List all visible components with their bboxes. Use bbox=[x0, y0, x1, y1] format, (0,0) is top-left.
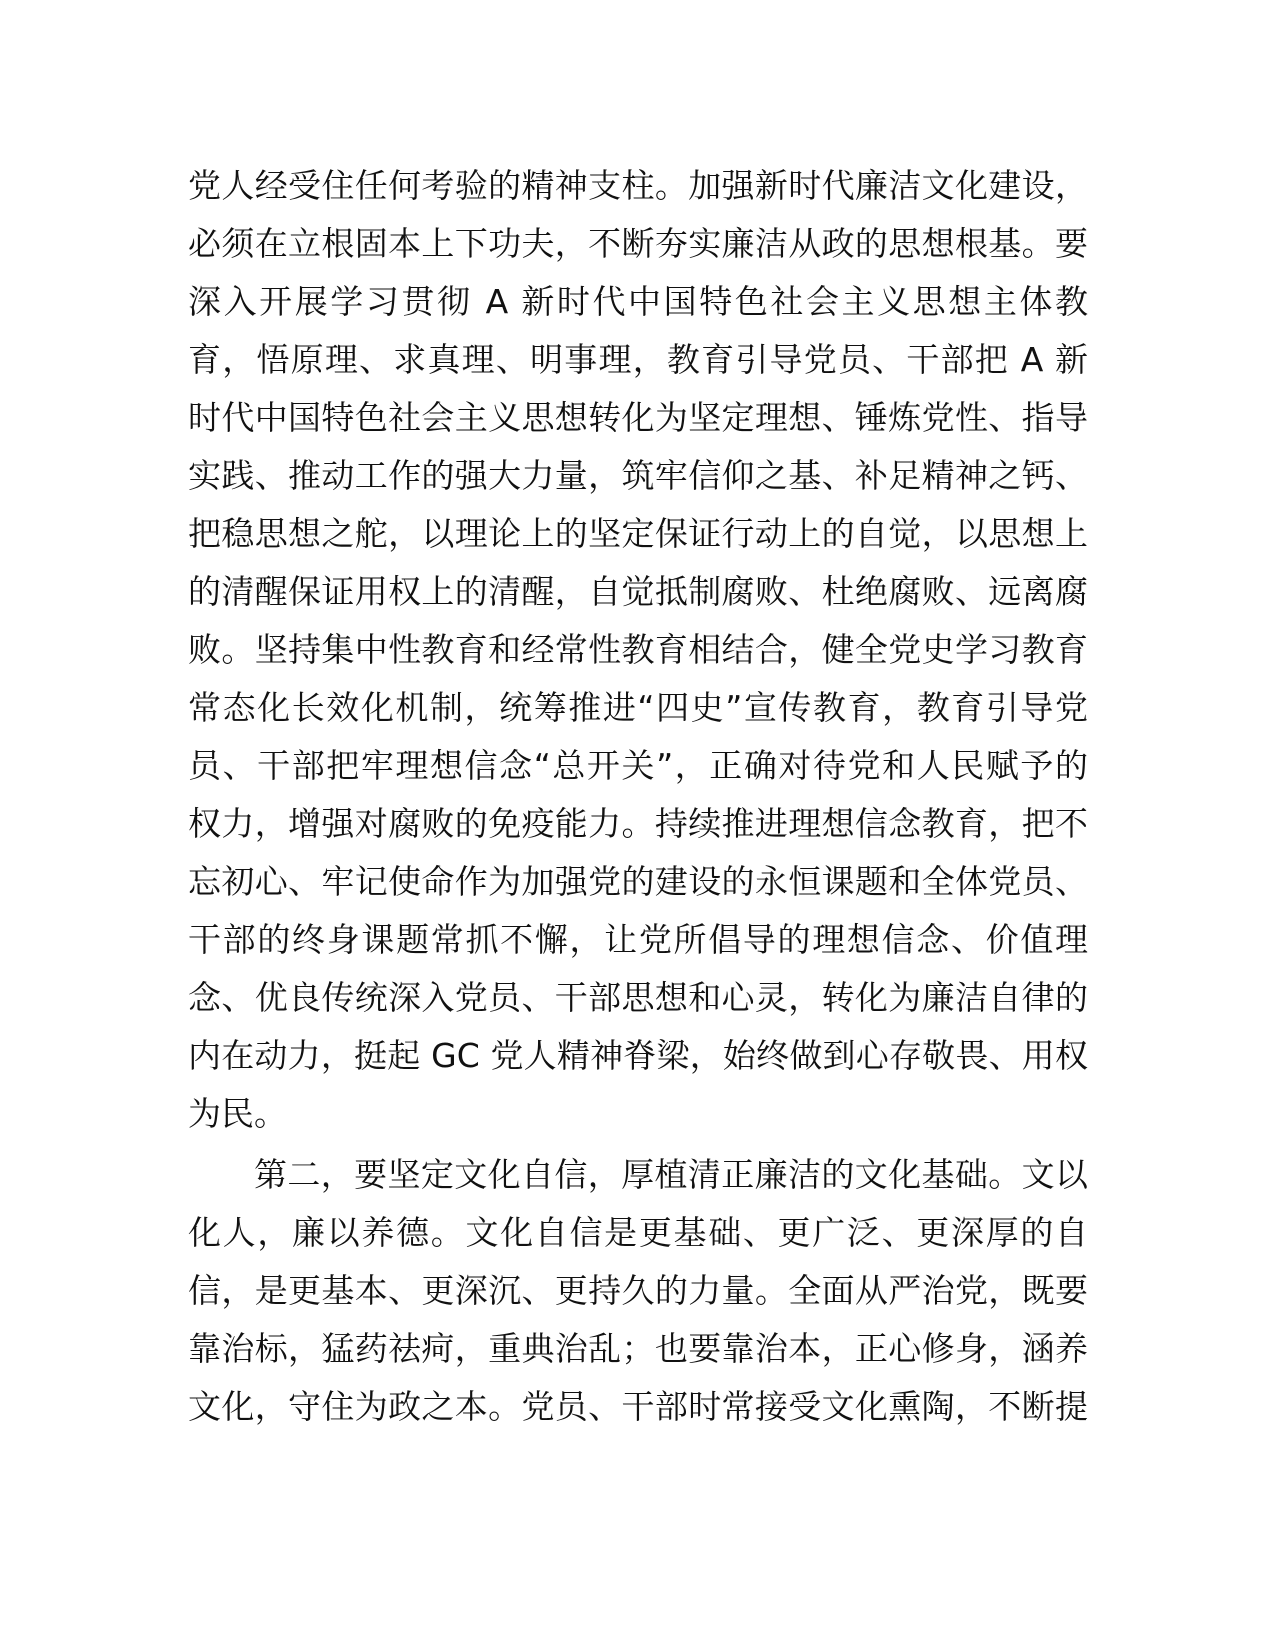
paragraph-line: 为民。 bbox=[188, 1094, 287, 1133]
paragraph-line: 深入开展学习贯彻 A 新时代中国特色社会主义思想主体教 bbox=[188, 282, 1088, 321]
paragraph-line: 念、优良传统深入党员、干部思想和心灵，转化为廉洁自律的 bbox=[188, 978, 1088, 1017]
paragraph-1 bbox=[188, 157, 1088, 1143]
paragraph-line: 靠治标，猛药祛疴，重典治乱；也要靠治本，正心修身，涵养 bbox=[188, 1329, 1088, 1368]
paragraph-line: 干部的终身课题常抓不懈，让党所倡导的理想信念、价值理 bbox=[188, 920, 1088, 959]
paragraph-line: 化人，廉以养德。文化自信是更基础、更广泛、更深厚的自 bbox=[188, 1213, 1088, 1252]
paragraph-line: 内在动力，挺起 GC 党人精神脊梁，始终做到心存敬畏、用权 bbox=[188, 1036, 1088, 1075]
paragraph-line: 文化，守住为政之本。党员、干部时常接受文化熏陶，不断提 bbox=[188, 1387, 1088, 1426]
paragraph-line: 必须在立根固本上下功夫，不断夯实廉洁从政的思想根基。要 bbox=[188, 224, 1088, 263]
paragraph-line: 权力，增强对腐败的免疫能力。持续推进理想信念教育，把不 bbox=[188, 804, 1088, 843]
paragraph-line: 忘初心、牢记使命作为加强党的建设的永恒课题和全体党员、 bbox=[188, 862, 1088, 901]
paragraph-line: 把稳思想之舵，以理论上的坚定保证行动上的自觉，以思想上 bbox=[188, 514, 1088, 553]
paragraph-line: 常态化长效化机制，统筹推进“四史”宣传教育，教育引导党 bbox=[188, 688, 1088, 727]
paragraph-line: 时代中国特色社会主义思想转化为坚定理想、锤炼党性、指导 bbox=[188, 398, 1088, 437]
paragraph-line: 员、干部把牢理想信念“总开关”，正确对待党和人民赋予的 bbox=[188, 746, 1088, 785]
paragraph-line: 第二，要坚定文化自信，厚植清正廉洁的文化基础。文以 bbox=[254, 1155, 1088, 1194]
paragraph-line: 党人经受住任何考验的精神支柱。加强新时代廉洁文化建设， bbox=[188, 166, 1088, 205]
paragraph-line: 实践、推动工作的强大力量，筑牢信仰之基、补足精神之钙、 bbox=[188, 456, 1088, 495]
body-text bbox=[188, 157, 1088, 1436]
paragraph-line: 败。坚持集中性教育和经常性教育相结合，健全党史学习教育 bbox=[188, 630, 1088, 669]
paragraph-line: 的清醒保证用权上的清醒，自觉抵制腐败、杜绝腐败、远离腐 bbox=[188, 572, 1088, 611]
paragraph-line: 信，是更基本、更深沉、更持久的力量。全面从严治党，既要 bbox=[188, 1271, 1088, 1310]
paragraph-2 bbox=[188, 1146, 1088, 1436]
paragraph-line: 育，悟原理、求真理、明事理，教育引导党员、干部把 A 新 bbox=[188, 340, 1088, 379]
